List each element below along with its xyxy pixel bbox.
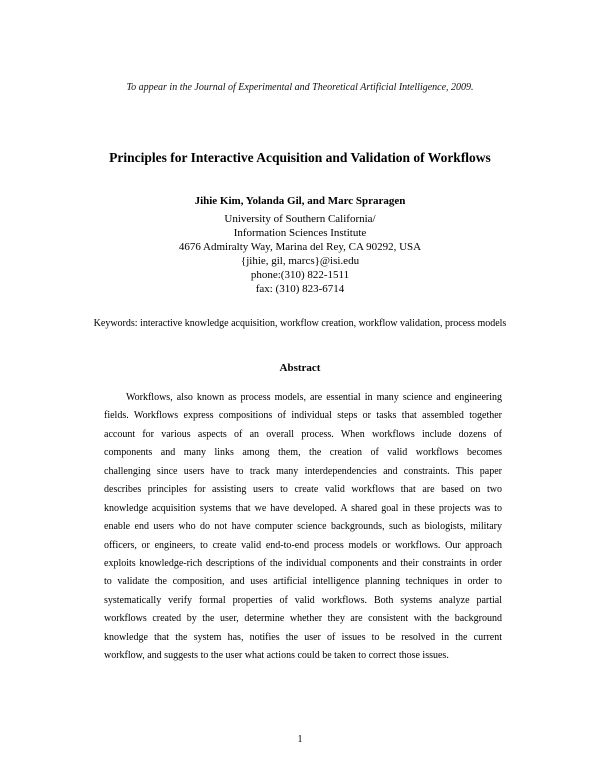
abstract-line: account for various aspects of an overall process. When workflows include dozens of bbox=[104, 428, 502, 440]
publication-note: To appear in the Journal of Experimental and Theoretical Artificial Intelligence, 2009. bbox=[126, 82, 474, 93]
abstract-line: workflows created by the user, determine whether they are consistent with the background bbox=[104, 613, 502, 625]
affiliation-address: 4676 Admiralty Way, Marina del Rey, CA 90292, USA bbox=[178, 241, 422, 253]
keywords-line: Keywords: interactive knowledge acquisition, workflow creation, workflow validation, process models bbox=[93, 318, 507, 329]
abstract-line: to validate the composition, and uses artificial intelligence planning techniques in order to bbox=[104, 576, 502, 588]
affiliation-institute: Information Sciences Institute bbox=[233, 227, 367, 239]
affiliation-block bbox=[0, 212, 600, 296]
abstract-line: workflow, and suggests to the user what actions could be taken to correct those issues. bbox=[104, 650, 449, 662]
abstract-line: exploits knowledge-rich descriptions of the individual components and their constraints in order bbox=[104, 557, 502, 569]
abstract-body bbox=[104, 389, 502, 666]
abstract-line: knowledge that the system has, notifies the user of issues to be resolved in the current bbox=[104, 631, 502, 643]
abstract-line: systematically verify formal properties of valid workflows. Both systems analyze partial bbox=[104, 594, 502, 606]
abstract-line: fields. Workflows express compositions of individual steps or tasks that assembled together bbox=[104, 410, 502, 422]
abstract-heading: Abstract bbox=[279, 362, 321, 374]
affiliation-fax: fax: (310) 823-6714 bbox=[255, 283, 345, 295]
abstract-line: describes principles for assisting users to create valid workflows that are based on two bbox=[104, 484, 502, 496]
author-list: Jihie Kim, Yolanda Gil, and Marc Spraragen bbox=[194, 195, 406, 207]
affiliation-phone: phone:(310) 822-1511 bbox=[250, 269, 350, 281]
abstract-line: Workflows, also known as process models, are essential in many science and engineering bbox=[126, 392, 502, 403]
paper-title: Principles for Interactive Acquisition and Validation of Workflows bbox=[109, 150, 491, 165]
abstract-line: components and many links among them, the creation of valid workflows becomes bbox=[104, 447, 502, 459]
abstract-line: officers, or engineers, to create valid end-to-end process models or workflows. Our approach bbox=[104, 539, 502, 551]
abstract-line: knowledge acquisition systems that we have developed. A shared goal in these projects was to bbox=[104, 502, 502, 514]
page-number: 1 bbox=[297, 734, 303, 745]
abstract-line: enable end users who do not have computer science backgrounds, such as biologists, military bbox=[104, 521, 502, 533]
affiliation-university: University of Southern California/ bbox=[224, 213, 376, 225]
affiliation-email: {jihie, gil, marcs}@isi.edu bbox=[240, 255, 360, 267]
abstract-line: challenging since users have to track many interdependencies and constraints. This paper bbox=[104, 465, 502, 477]
